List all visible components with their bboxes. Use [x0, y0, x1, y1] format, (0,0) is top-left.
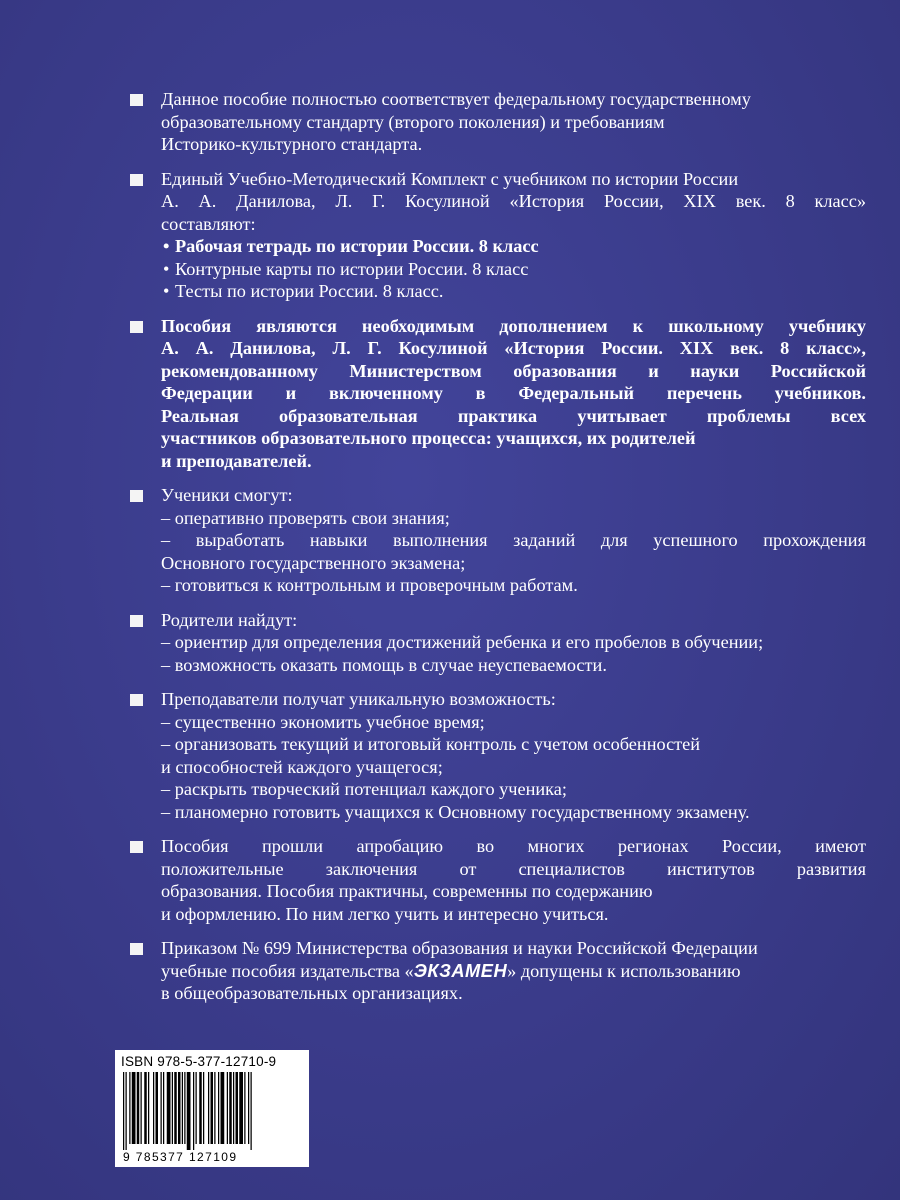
isbn-number: ISBN 978-5-377-12710-9: [121, 1054, 277, 1069]
barcode-bar: [229, 1072, 232, 1144]
barcode-bar: [251, 1072, 252, 1150]
dot-bullet-icon: •: [163, 236, 170, 256]
text-line: составляют:: [161, 213, 256, 234]
barcode-bars: [121, 1072, 303, 1152]
barcode-bar: [236, 1072, 239, 1144]
text-line: – возможность оказать помощь в случае неуспеваемости.: [161, 654, 607, 675]
barcode-bar: [221, 1072, 225, 1144]
barcode-bar: [187, 1072, 191, 1150]
umk-item-maps: • Контурные карты по истории России. 8 класс: [163, 258, 529, 279]
paragraph-supplement: [128, 315, 866, 473]
barcode-bar: [239, 1072, 243, 1144]
barcode-bar: [199, 1072, 202, 1144]
barcode-bar: [203, 1072, 204, 1144]
text-line: образования. Пособия практичны, современны по содержанию: [161, 881, 653, 901]
text-line: в общеобразовательных организациях.: [161, 983, 463, 1003]
square-bullet-icon: [130, 841, 143, 853]
barcode-bar: [153, 1072, 154, 1144]
publisher-name: ЭКЗАМЕН: [413, 959, 508, 981]
barcode-bar: [248, 1072, 249, 1144]
text-line: образовательному стандарту (второго поколения) и требованиям: [161, 111, 665, 132]
paragraph-standard: [128, 88, 866, 156]
barcode-bar: [123, 1072, 124, 1150]
paragraph-approbation: [128, 835, 866, 925]
barcode-bar: [244, 1072, 245, 1144]
text-line: А. А. Данилова, Л. Г. Косулиной «История России, XIX век. 8 класс»: [161, 191, 866, 211]
barcode-bar: [144, 1072, 147, 1144]
text-line: Родители найдут:: [161, 609, 298, 630]
square-bullet-icon: [130, 615, 143, 627]
text-line: положительные заключения от специалистов институтов развития: [161, 858, 866, 879]
text-line: Пособия прошли апробацию во многих регионах России, имеют: [161, 836, 866, 856]
text-line: рекомендованному Министерством образования и науки Российской: [161, 360, 866, 381]
barcode-bar: [156, 1072, 159, 1144]
text-line: – существенно экономить учебное время;: [161, 711, 485, 732]
text-line: Реальная образовательная практика учитывает проблемы всех: [161, 405, 866, 426]
barcode-bar: [126, 1072, 127, 1150]
text-line: – готовиться к контрольным и проверочным работам.: [161, 575, 578, 595]
isbn-barcode: [115, 1050, 309, 1167]
dot-bullet-icon: •: [163, 281, 170, 301]
barcode-bar: [172, 1072, 173, 1144]
barcode-bar: [167, 1072, 171, 1144]
barcode-bar: [208, 1072, 209, 1144]
text-line: Пособия являются необходимым дополнением к школьному учебнику: [161, 315, 866, 336]
barcode-bar: [163, 1072, 164, 1144]
text-line: – ориентир для определения достижений ребенка и его пробелов в обучении;: [161, 632, 764, 652]
barcode-bar: [233, 1072, 234, 1144]
text-line: Преподаватели получат уникальную возможность:: [161, 689, 556, 709]
paragraph-order: [128, 937, 866, 1005]
square-bullet-icon: [130, 943, 143, 955]
text-line: Приказом № 699 Министерства образования и науки Российской Федерации: [161, 938, 758, 958]
paragraph-umk: [128, 168, 866, 303]
barcode-bar: [137, 1072, 140, 1144]
barcode-bar: [132, 1072, 136, 1144]
cover-text: [128, 88, 866, 1017]
square-bullet-icon: [130, 694, 143, 706]
text-line: и способностей каждого учащегося;: [161, 756, 443, 777]
barcode-bar: [161, 1072, 162, 1144]
square-bullet-icon: [130, 321, 143, 333]
barcode-bar: [218, 1072, 219, 1144]
barcode-bar: [184, 1072, 185, 1144]
square-bullet-icon: [130, 490, 143, 502]
text-line: – выработать навыки выполнения заданий для успешного прохождения: [161, 530, 866, 550]
text-line: – раскрыть творческий потенциал каждого ученика;: [161, 779, 567, 799]
umk-item-workbook: • Рабочая тетрадь по истории России. 8 класс: [163, 236, 539, 256]
text-line: Данное пособие полностью соответствует федеральному государственному: [161, 89, 751, 109]
barcode-bar: [129, 1072, 130, 1144]
text-line: участников образовательного процесса: учащихся, их родителей: [161, 428, 696, 448]
barcode-bar: [174, 1072, 177, 1144]
publisher-line: учебные пособия издательства «ЭКЗАМЕН» допущены к использованию: [161, 959, 741, 981]
barcode-bar: [182, 1072, 183, 1144]
text-line: Единый Учебно-Методический Комплект с учебником по истории России: [161, 168, 739, 189]
barcode-bar: [196, 1072, 197, 1144]
text-line: Историко-культурного стандарта.: [161, 134, 423, 154]
paragraph-parents: [128, 609, 866, 677]
text-line: – планомерно готовить учащихся к Основному государственному экзамену.: [161, 801, 750, 822]
paragraph-teachers: [128, 688, 866, 823]
barcode-bar: [141, 1072, 142, 1144]
paragraph-students: [128, 484, 866, 597]
barcode-bar: [227, 1072, 228, 1144]
umk-item-tests: • Тесты по истории России. 8 класс.: [163, 281, 444, 301]
text-line: Ученики смогут:: [161, 485, 293, 505]
barcode-digits: 9 785377 127109: [123, 1150, 238, 1164]
text-line: и оформлению. По ним легко учить и интересно учиться.: [161, 903, 609, 924]
text-line: – оперативно проверять свои знания;: [161, 507, 450, 528]
text-line: А. А. Данилова, Л. Г. Косулиной «История России. XIX век. 8 класс»,: [161, 338, 866, 358]
text-line: Основного государственного экзамена;: [161, 552, 466, 573]
text-line: – организовать текущий и итоговый контроль с учетом особенностей: [161, 734, 701, 754]
dot-bullet-icon: •: [163, 258, 170, 279]
square-bullet-icon: [130, 174, 143, 186]
barcode-bar: [211, 1072, 214, 1144]
barcode-bar: [193, 1072, 194, 1150]
barcode-bar: [178, 1072, 181, 1144]
square-bullet-icon: [130, 94, 143, 106]
barcode-bar: [214, 1072, 215, 1144]
text-line: Федерации и включенному в Федеральный перечень учебников.: [161, 383, 866, 403]
text-line: и преподавателей.: [161, 450, 312, 471]
barcode-bar: [148, 1072, 149, 1144]
